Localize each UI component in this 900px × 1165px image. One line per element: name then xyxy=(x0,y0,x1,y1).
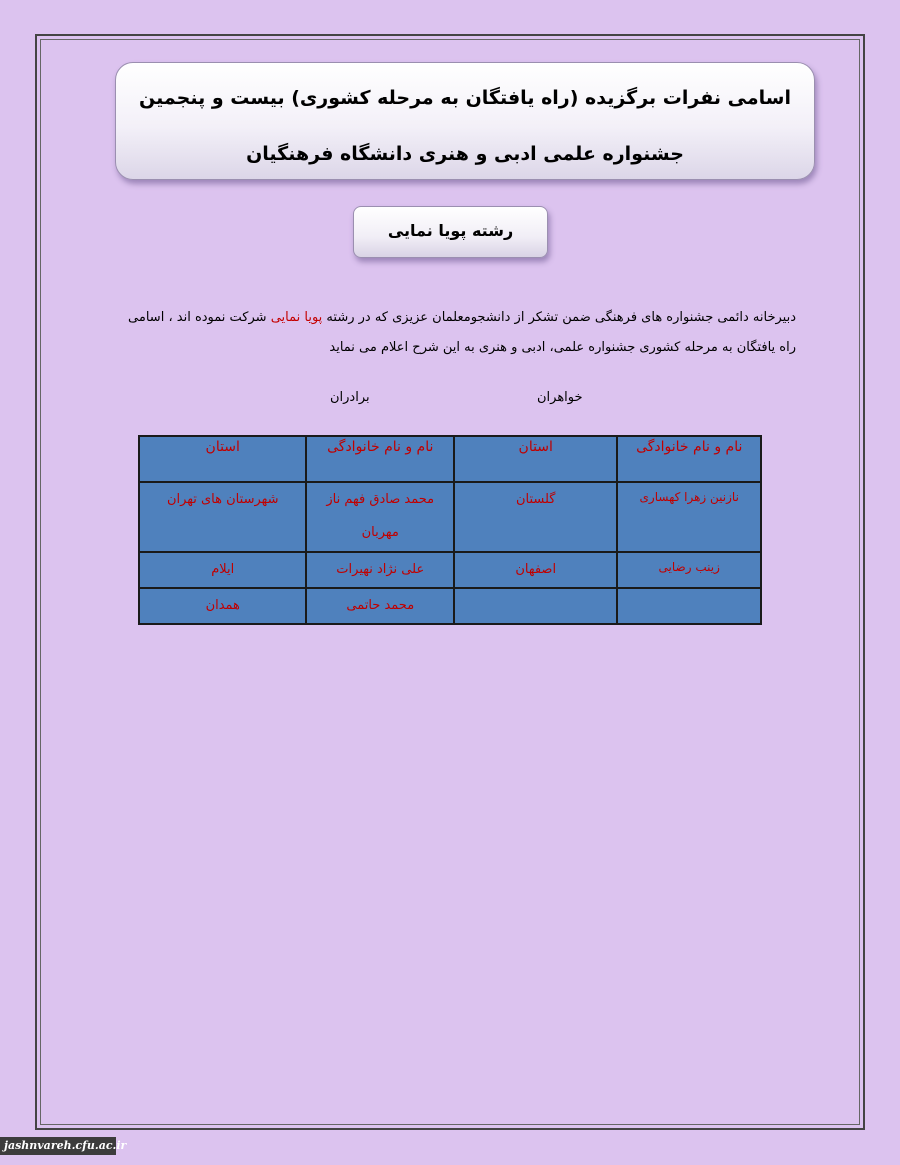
sister-province-cell: اصفهان xyxy=(454,552,617,588)
table-header-row xyxy=(139,436,761,482)
brothers-label: برادران xyxy=(330,390,370,405)
header-sisters-province: استان xyxy=(454,436,617,482)
brother-name-cell: محمد صادق فهم ناز مهربان xyxy=(306,482,454,552)
title-line-2: جشنواره علمی ادبی و هنری دانشگاه فرهنگیان xyxy=(246,143,684,165)
table-row xyxy=(139,588,761,624)
brother-name-cell: علی نژاد نهیرات xyxy=(306,552,454,588)
brother-province-cell: همدان xyxy=(139,588,306,624)
sisters-label: خواهران xyxy=(537,390,583,405)
winners-table xyxy=(138,435,762,625)
sister-province-cell xyxy=(454,588,617,624)
brother-province-cell: شهرستان های تهران xyxy=(139,482,306,552)
title-box xyxy=(115,62,815,180)
title-line-1: اسامی نفرات برگزیده (راه یافتگان به مرحله کشوری) بیست و پنجمین xyxy=(139,87,791,109)
intro-text-part-1: دبیرخانه دائمی جشنواره های فرهنگی ضمن تشکر از دانشجومعلمان عزیزی که در رشته xyxy=(322,310,796,325)
category-title: رشته پویا نمایی xyxy=(387,221,514,240)
brother-province-cell: ایلام xyxy=(139,552,306,588)
table-row xyxy=(139,482,761,552)
header-brothers-name: نام و نام خانوادگی xyxy=(306,436,454,482)
source-watermark: jashnvareh.cfu.ac.ir xyxy=(0,1137,116,1155)
sister-name-cell: نازنین زهرا کهساری xyxy=(617,482,761,552)
brother-name-cell: محمد حاتمی xyxy=(306,588,454,624)
intro-text-part-2: شرکت نموده اند ، اسامی راه یافتگان به مرحله کشوری جشنواره علمی، ادبی و هنری به این شرح اعلام می نماید xyxy=(128,310,796,355)
header-sisters-name: نام و نام خانوادگی xyxy=(617,436,761,482)
intro-highlight: پویا نمایی xyxy=(270,310,323,325)
sister-province-cell: گلستان xyxy=(454,482,617,552)
header-brothers-province: استان xyxy=(139,436,306,482)
sister-name-cell: زینب رضایی xyxy=(617,552,761,588)
category-box xyxy=(353,206,548,258)
table-row xyxy=(139,552,761,588)
sister-name-cell xyxy=(617,588,761,624)
intro-paragraph xyxy=(110,303,796,363)
